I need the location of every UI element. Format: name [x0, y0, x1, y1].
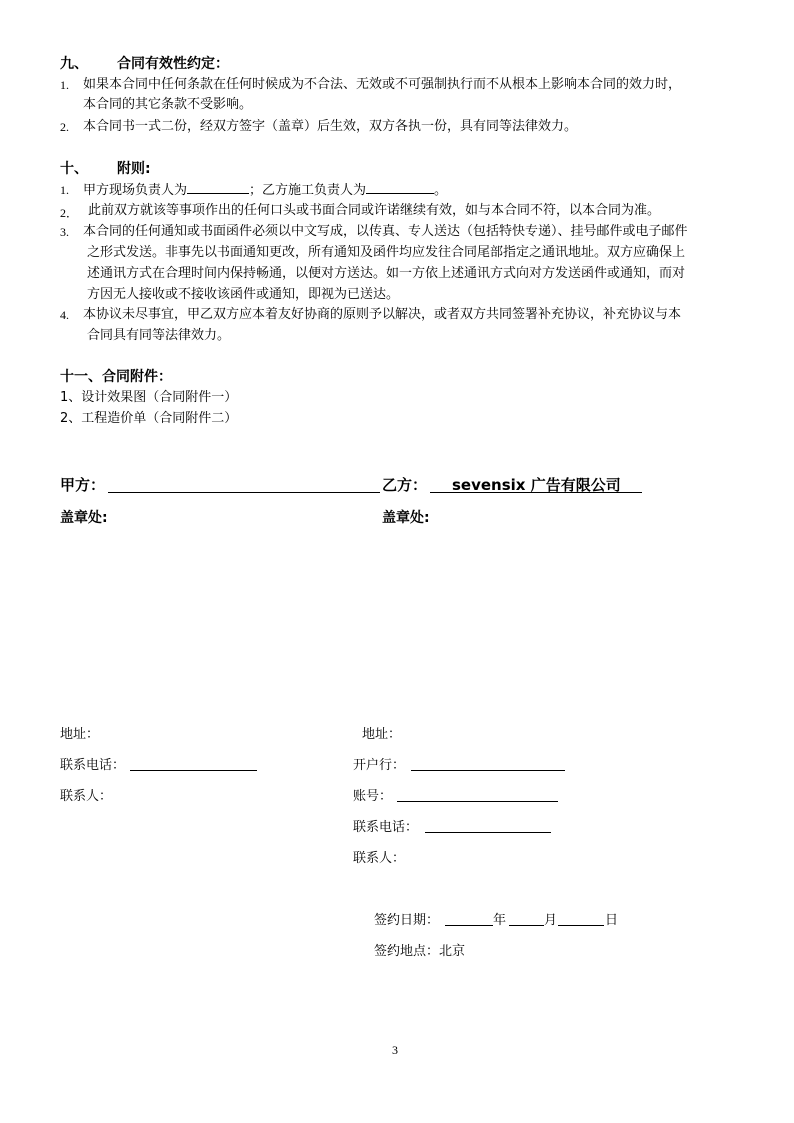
party-a-signature-line[interactable] — [108, 492, 380, 493]
party-b-account-label: 账号： — [353, 789, 393, 804]
period: 。 — [434, 183, 448, 198]
construction-manager-blank[interactable] — [366, 180, 434, 194]
section-10-item-4-line-1: 本协议未尽事宜，甲乙双方应本着友好协商的原则予以解决，或者双方共同签署补充协议，补充协议与本 — [83, 307, 682, 322]
section-9-item-1-number: 1. — [60, 78, 69, 92]
section-10-title: 附则: — [117, 161, 151, 177]
section-10-item-2-text: 此前双方就该等事项作出的任何口头或书面合同或许诺继续有效，如与本合同不符，以本合同为准。 — [88, 203, 661, 218]
party-b-address-label: 地址： — [362, 727, 402, 742]
section-9-item-1-text: 如果本合同中任何条款在任何时候成为不合法、无效或不可强制执行而不从根本上影响本合同的效力时， — [83, 77, 682, 92]
party-b-phone-field[interactable] — [425, 832, 551, 833]
section-10-item-3-line-1: 本合同的任何通知或书面函件必须以中文写成，以传真、专人送达（包括特快专递）、挂号邮件或电子邮件 — [83, 224, 688, 239]
party-b-account-field[interactable] — [397, 801, 558, 802]
section-10-item-3-line-3: 述通讯方式在合理时间内保持畅通，以便对方送达。如一方依上述通讯方式向对方发送函件或通知，而对 — [87, 266, 686, 281]
section-9-item-2-number: 2. — [60, 120, 69, 134]
party-a-phone-label: 联系电话： — [60, 758, 126, 773]
signing-year-field[interactable] — [445, 925, 493, 926]
signing-month-field[interactable] — [509, 925, 544, 926]
party-a-address-label: 地址： — [60, 727, 100, 742]
party-a-label: 甲方： — [60, 476, 106, 494]
party-b-label: 乙方： — [382, 476, 428, 494]
section-9-number: 九、 — [60, 56, 88, 72]
party-a-seal-label: 盖章处: — [60, 510, 108, 526]
day-label: 日 — [605, 913, 619, 928]
signing-place: 签约地点：北京 — [374, 944, 466, 959]
attachment-1: 1、设计效果图（合同附件一） — [60, 390, 238, 405]
section-10-item-2-number: 2． — [60, 206, 79, 220]
section-10-item-1-number: 1. — [60, 183, 69, 197]
page-number: 3 — [392, 1043, 398, 1057]
party-a-phone-field[interactable] — [130, 770, 257, 771]
section-10-item-3-line-2: 之形式发送。非事先以书面通知更改，所有通知及函件均应发往合同尾部指定之通讯地址。双方应确保上 — [87, 245, 686, 260]
section-10-item-1 — [83, 180, 447, 201]
construction-manager-label: ；乙方施工负责人为 — [249, 183, 367, 198]
section-10-number: 十、 — [60, 161, 88, 177]
party-b-bank-label: 开户行： — [353, 758, 406, 773]
section-9-title: 合同有效性约定： — [117, 56, 229, 72]
party-b-bank-field[interactable] — [411, 770, 565, 771]
party-b-seal-label: 盖章处: — [382, 510, 430, 526]
section-9-item-2-text: 本合同书一式二份，经双方签字（盖章）后生效，双方各执一份，具有同等法律效力。 — [83, 119, 578, 134]
section-9-item-1-text-cont: 本合同的其它条款不受影响。 — [83, 97, 253, 112]
signing-date-label: 签约日期： — [374, 913, 440, 928]
year-label: 年 — [493, 913, 507, 928]
section-10-item-3-line-4: 方因无人接收或不接收该函件或通知，即视为已送达。 — [87, 287, 400, 302]
site-manager-blank[interactable] — [187, 180, 249, 194]
party-a-contact-label: 联系人： — [60, 789, 113, 804]
party-b-contact-label: 联系人： — [353, 851, 406, 866]
party-b-name: sevensix 广告有限公司 — [452, 476, 621, 494]
month-label: 月 — [544, 913, 558, 928]
party-b-phone-label: 联系电话： — [353, 820, 419, 835]
section-11-title: 十一、合同附件： — [60, 369, 172, 385]
attachment-2: 2、工程造价单（合同附件二） — [60, 411, 238, 426]
section-10-item-4-number: 4. — [60, 308, 69, 322]
section-10-item-4-line-2: 合同具有同等法律效力。 — [87, 328, 231, 343]
signing-day-field[interactable] — [558, 925, 604, 926]
site-manager-label: 甲方现场负责人为 — [83, 183, 188, 198]
section-10-item-3-number: 3. — [60, 225, 69, 239]
